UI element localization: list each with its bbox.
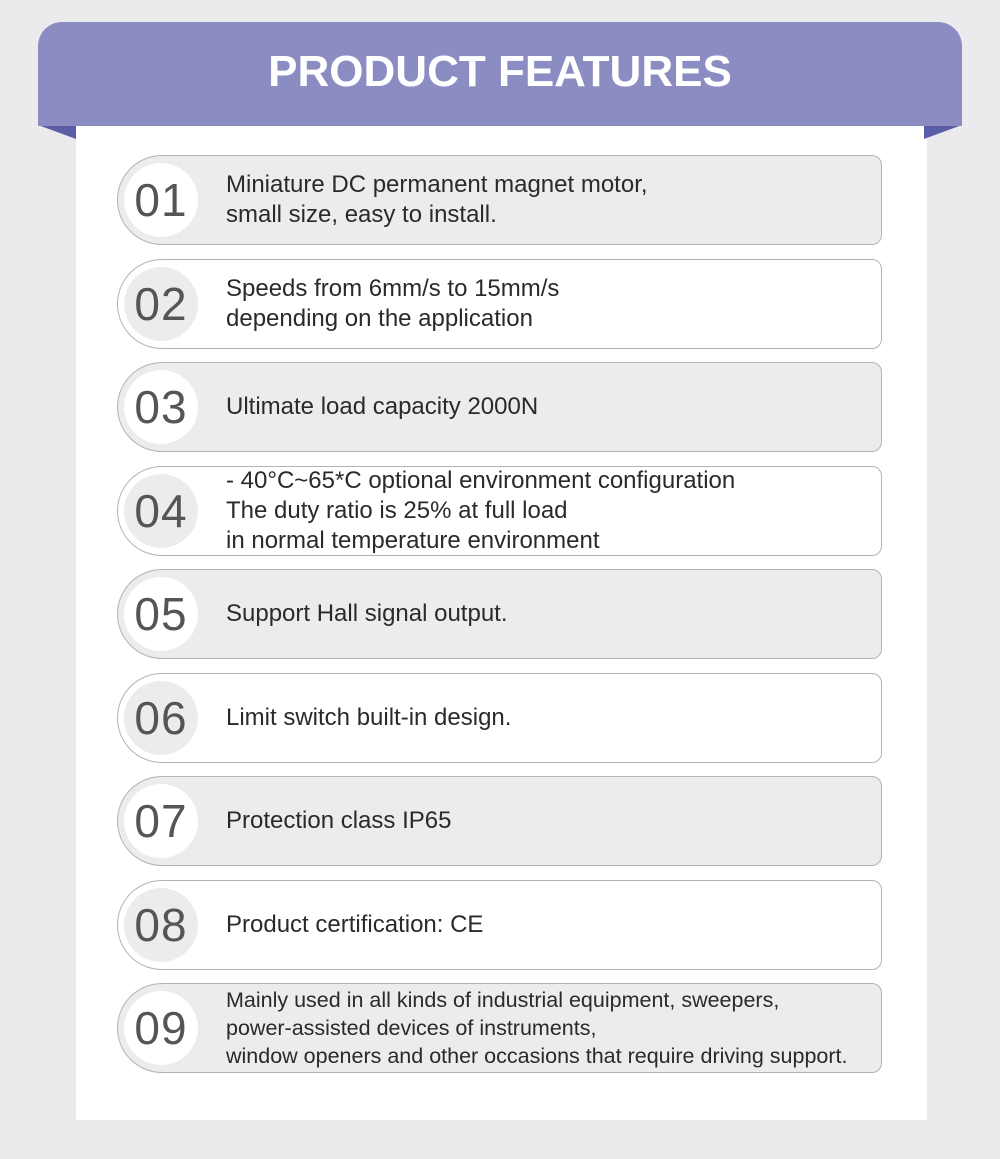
- feature-line: depending on the application: [226, 304, 533, 332]
- feature-number: 06: [124, 681, 198, 755]
- feature-line: window openers and other occasions that require driving support.: [226, 1044, 848, 1068]
- feature-item-03: [117, 362, 882, 452]
- feature-number: 07: [124, 784, 198, 858]
- feature-text: [226, 570, 877, 658]
- feature-text: [226, 674, 877, 762]
- feature-number: 08: [124, 888, 198, 962]
- feature-line: Support Hall signal output.: [226, 600, 508, 627]
- feature-text: [226, 363, 877, 451]
- feature-item-08: [117, 880, 882, 970]
- feature-line: Miniature DC permanent magnet motor,: [226, 171, 648, 198]
- title-banner: [38, 22, 962, 126]
- feature-line: Mainly used in all kinds of industrial equipment, sweepers,: [226, 988, 780, 1012]
- feature-number: 04: [124, 474, 198, 548]
- feature-item-02: [117, 259, 882, 349]
- feature-line: in normal temperature environment: [226, 526, 600, 554]
- feature-line: The duty ratio is 25% at full load: [226, 496, 568, 524]
- feature-line: small size, easy to install.: [226, 201, 497, 228]
- feature-text: [226, 260, 877, 348]
- feature-text: [226, 777, 877, 865]
- feature-list: [117, 155, 882, 1087]
- feature-number: 09: [124, 991, 198, 1065]
- banner-fold-left: [38, 125, 76, 139]
- feature-line: power-assisted devices of instruments,: [226, 1016, 597, 1040]
- feature-line: Product certification: CE: [226, 910, 484, 938]
- page-title: PRODUCT FEATURES: [268, 47, 732, 96]
- feature-line: Limit switch built-in design.: [226, 703, 512, 731]
- feature-number: 01: [124, 163, 198, 237]
- feature-item-01: [117, 155, 882, 245]
- feature-line: - 40°C~65*C optional environment configuration: [226, 466, 736, 494]
- feature-text: [226, 467, 877, 555]
- banner-fold-right: [924, 125, 962, 139]
- feature-line: Ultimate load capacity 2000N: [226, 393, 539, 420]
- feature-text: [226, 156, 877, 244]
- feature-item-09: [117, 983, 882, 1073]
- feature-item-07: [117, 776, 882, 866]
- feature-item-06: [117, 673, 882, 763]
- feature-number: 03: [124, 370, 198, 444]
- feature-item-04: [117, 466, 882, 556]
- feature-text: [226, 984, 877, 1072]
- feature-text: [226, 881, 877, 969]
- feature-line: Speeds from 6mm/s to 15mm/s: [226, 274, 560, 302]
- feature-line: Protection class IP65: [226, 807, 452, 834]
- feature-number: 02: [124, 267, 198, 341]
- feature-number: 05: [124, 577, 198, 651]
- feature-item-05: [117, 569, 882, 659]
